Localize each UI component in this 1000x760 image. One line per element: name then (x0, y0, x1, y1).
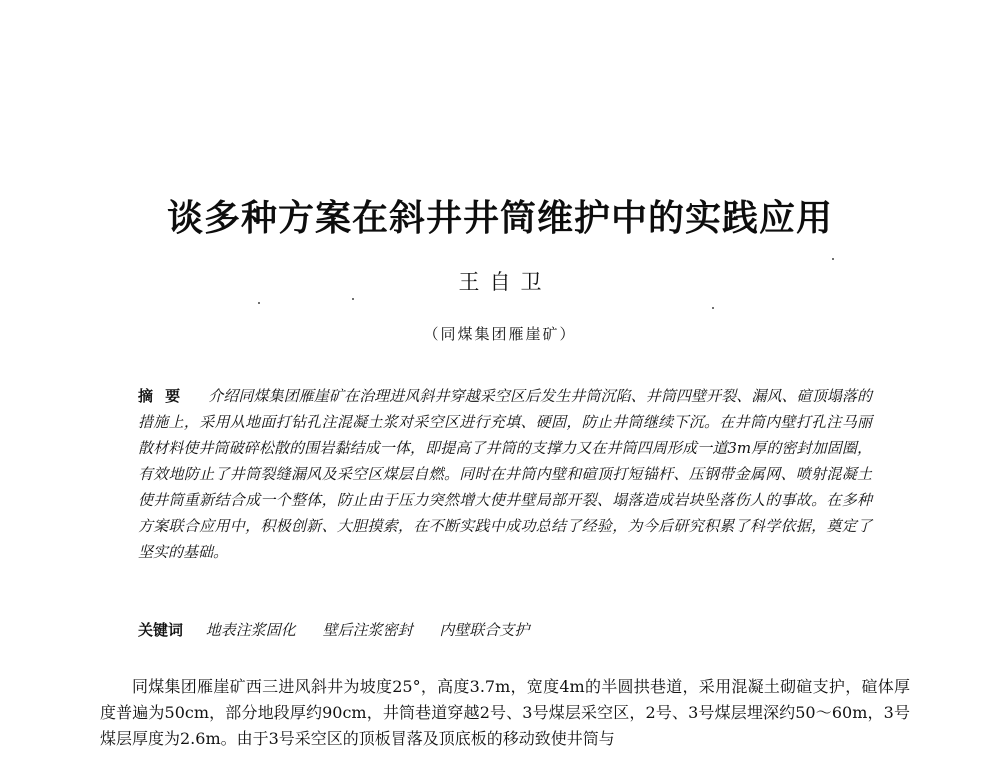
keyword-item: 壁后注浆密封 (322, 621, 413, 639)
body-paragraph: 同煤集团雁崖矿西三进风斜井为坡度25°，高度3.7m，宽度4m的半圆拱巷道，采用混凝土砌碹支护，碹体厚度普遍为50cm，部分地段厚约90cm，井筒巷道穿越2号、3号煤层采空区，2号、3号煤层埋深约50～60m，3号煤层厚度为2.6m。由于3号采空区的顶板冒落及顶底板的移动致使井筒与 (100, 677, 910, 748)
author-name: 王自卫 (458, 270, 552, 294)
abstract-block (138, 383, 872, 565)
keyword-item: 内壁联合支护 (439, 621, 530, 639)
abstract-label: 摘要 (138, 387, 193, 405)
scan-speck (258, 302, 260, 304)
author-affiliation: （同煤集团雁崖矿） (423, 325, 577, 343)
keywords-block (138, 617, 872, 643)
paper-title: 谈多种方案在斜井井筒维护中的实践应用 (166, 198, 833, 239)
keyword-item: 地表注浆固化 (205, 621, 296, 639)
scan-speck (352, 298, 354, 300)
abstract-text: 介绍同煤集团雁崖矿在治理进风斜井穿越采空区后发生井筒沉陷、井筒四壁开裂、漏风、碹顶塌落的措施上，采用从地面打钻孔注混凝土浆对采空区进行充填、硬固，防止井筒继续下沉。在井筒内壁打孔注马丽散材料使井筒破碎松散的围岩黏结成一体，即提高了井筒的支撑力又在井筒四周形成一道3m厚的密封加固圈，有效地防止了井筒裂缝漏风及采空区煤层自燃。同时在井筒内壁和碹顶打短锚杆、压钢带金属网、喷射混凝土使井筒重新结合成一个整体，防止由于压力突然增大使井壁局部开裂、塌落造成岩块坠落伤人的事故。在多种方案联合应用中，积极创新、大胆摸索，在不断实践中成功总结了经验，为今后研究积累了科学依据，奠定了坚实的基础。 (138, 387, 872, 561)
scan-speck (832, 258, 834, 260)
keywords-label: 关键词 (138, 621, 184, 639)
scan-speck (712, 307, 714, 309)
